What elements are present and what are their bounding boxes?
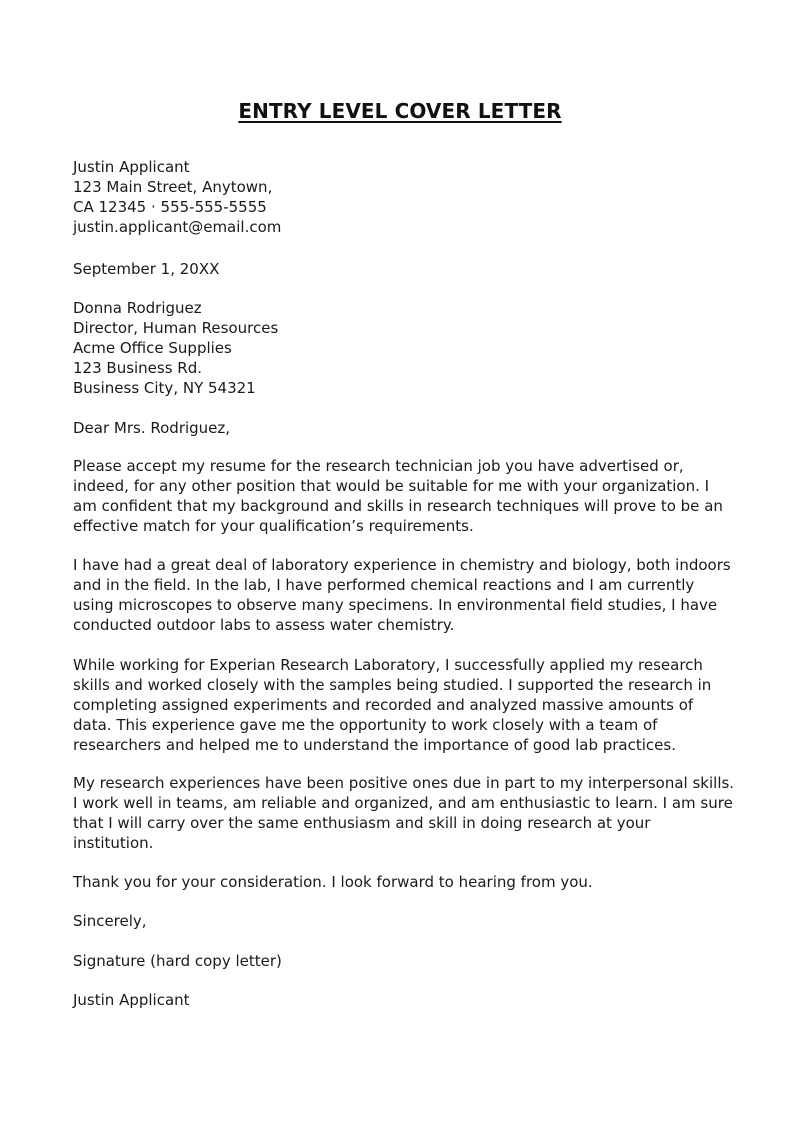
recipient-address-block xyxy=(73,298,733,398)
paragraph-line: institution. xyxy=(73,834,154,852)
sender-name: Justin Applicant xyxy=(73,158,190,176)
recipient-name: Donna Rodriguez xyxy=(73,299,202,317)
body-paragraph-5 xyxy=(73,872,735,892)
sender-address-block xyxy=(73,157,733,237)
recipient-title: Director, Human Resources xyxy=(73,319,279,337)
body-paragraph-4 xyxy=(73,773,735,853)
paragraph-line: researchers and helped me to understand the importance of good lab practices. xyxy=(73,736,676,754)
paragraph-line: am sure that I will carry over the same enthusiasm and skill in doing research at your xyxy=(73,794,733,832)
paragraph-line: am confident that my background and skills in research techniques will prove to be xyxy=(73,497,700,515)
signer-name-block xyxy=(73,990,733,1010)
paragraph-line: While working for Experian Research Laboratory, I successfully applied my research xyxy=(73,656,703,674)
paragraph-line: skills and worked closely with the samples being studied. I supported the research in xyxy=(73,676,712,694)
paragraph-line: currently using microscopes to observe many specimens. In environmental field xyxy=(73,576,695,614)
paragraph-line: indeed, for any other position that would be suitable for me with your organization. I xyxy=(73,477,710,495)
letter-date-block xyxy=(73,259,733,279)
paragraph-line: I have had a great deal of laboratory experience in chemistry and biology, both xyxy=(73,556,671,574)
paragraph-line: studies, I have conducted outdoor labs to assess water chemistry. xyxy=(73,596,718,634)
paragraph-line: Please accept my resume for the research technician job you have advertised or, xyxy=(73,457,684,475)
page-title: ENTRY LEVEL COVER LETTER xyxy=(238,99,562,123)
recipient-street: 123 Business Rd. xyxy=(73,359,203,377)
paragraph-line: data. This experience gave me the opportunity to work closely with a team of xyxy=(73,716,658,734)
recipient-city: Business City, NY 54321 xyxy=(73,379,256,397)
paragraph-line: skills. I work well in teams, am reliable and organized, and am enthusiastic to learn. I xyxy=(73,774,735,812)
signer-name: Justin Applicant xyxy=(73,991,190,1009)
closing: Sincerely, xyxy=(73,912,147,930)
body-paragraph-2 xyxy=(73,555,735,635)
salutation: Dear Mrs. Rodriguez, xyxy=(73,419,231,437)
paragraph-line: indoors and in the field. In the lab, I have performed chemical reactions and I am xyxy=(73,556,731,594)
body-paragraph-1 xyxy=(73,456,735,536)
signature-block xyxy=(73,951,733,971)
sender-city-phone: CA 12345 · 555-555-5555 xyxy=(73,198,267,216)
paragraph-line: completing assigned experiments and recorded and analyzed massive amounts of xyxy=(73,696,694,714)
signature-placeholder: Signature (hard copy letter) xyxy=(73,952,282,970)
letter-date: September 1, 20XX xyxy=(73,260,220,278)
body-paragraph-3 xyxy=(73,655,735,755)
salutation-block xyxy=(73,418,733,438)
sender-email: justin.applicant@email.com xyxy=(73,218,282,236)
recipient-company: Acme Office Supplies xyxy=(73,339,232,357)
paragraph-line: Thank you for your consideration. I look forward to hearing from you. xyxy=(73,873,593,891)
paragraph-line: My research experiences have been positive ones due in part to my interpersonal xyxy=(73,774,688,792)
paragraph-line: an effective match for your qualification’s requirements. xyxy=(73,497,723,535)
closing-block xyxy=(73,911,733,931)
sender-street: 123 Main Street, Anytown, xyxy=(73,178,273,196)
